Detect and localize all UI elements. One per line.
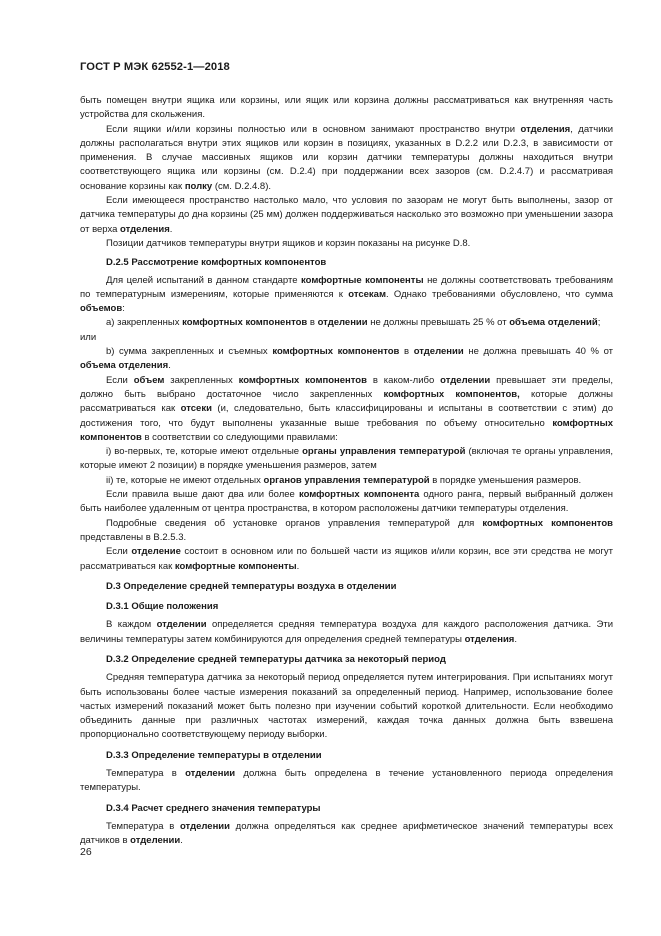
text-run: , датчики должны располагаться внутри этих ящиков или корзин в позициях, указанных в D.2.2 или D.2.3, в зависимости от применения. В случае массивных ящиков или корзин датчики температуры должны находиться внутри соответствующего ящика или корзины (см. D.2.4) при поддержании всех зазоров (см. D.2.4.7) и рассматривая основание корзины как [80, 123, 613, 192]
term-bold: комфортных компонентов [80, 417, 613, 443]
text-run: Позиции датчиков температуры внутри ящиков и корзин показаны на рисунке D.8. [106, 237, 471, 249]
text-run: D.3.3 Определение температуры в отделении [106, 749, 322, 761]
text-run: в [399, 346, 414, 358]
text-run: которые должны рассматриваться как [80, 388, 613, 415]
text-run: не должна превышать 40 % от [463, 346, 614, 358]
text-run: Средняя температура датчика за некоторый период определяется путем интегрирования. При испытаниях могут быть использованы более частые измерения показаний за определенный период. Например, использование более частых измерений показаний может быть полезно при изучении событий короткой длительности. Если необходимо объединить данные при различных частотах измерений, каждая точка данных должна быть взвешена пропорционально соответствующему периоду выборки. [80, 672, 613, 741]
text-run: не должны соответствовать требованиям по температурным измерениям, которые применяются к [80, 274, 613, 300]
paragraph [80, 474, 613, 488]
term-bold: полку [184, 180, 213, 192]
text-run: . [514, 633, 517, 645]
term-bold: органы управления температурой [302, 446, 466, 458]
text-run: Подробные сведения об установке органов управления температурой для [106, 517, 483, 529]
text-run: в порядке уменьшения размеров. [429, 474, 582, 486]
text-run: одного ранга, первый выбранный должен быть наиболее удаленным от центра пространства, в котором расположены датчики температуры отделения. [80, 489, 613, 515]
term-bold: комфортные компоненты [301, 274, 424, 286]
term-bold: комфортных компонента [298, 489, 420, 501]
term-bold: комфортных компонентов, [383, 388, 520, 400]
paragraph [80, 820, 613, 849]
term-bold: отделения [520, 123, 571, 135]
term-bold: комфортные компоненты [174, 560, 297, 572]
text-run: Если правила выше дают два или более [106, 489, 299, 501]
text-run: . Однако требованиями обусловлено, что сумма [385, 288, 613, 300]
text-run: b) сумма закрепленных и съемных [106, 346, 273, 358]
paragraph [80, 374, 613, 445]
section-heading [80, 256, 613, 270]
term-bold: отделении [156, 619, 207, 631]
text-run: состоит в основном или по большей части из ящиков и/или корзин, все эти средства не могут рассматриваться как [80, 546, 613, 572]
text-run: превышает эти пределы, должно быть выбрано достаточное число закрепленных [80, 374, 613, 400]
text-run: быть помещен внутри ящика или корзины, или ящик или корзина должны рассматриваться как внутренняя часть устройства для скольжения. [80, 95, 613, 121]
paragraph [80, 123, 613, 194]
text-run: : [122, 303, 125, 315]
text-run: i) во-первых, те, которые имеют отдельные [106, 446, 303, 458]
term-bold: объема отделения [80, 360, 169, 372]
paragraph [80, 445, 613, 474]
text-run: определяется средняя температура воздуха для каждого расположения датчика. Эти величины температуры затем комбинируются для определения средней температуры [80, 619, 614, 645]
term-bold: отделения [120, 223, 170, 235]
text-run: D.3 Определение средней температуры воздуха в отделении [106, 580, 397, 592]
text-run: представлены в В.2.5.3. [80, 531, 187, 543]
paragraph [80, 331, 613, 345]
text-run: D.3.1 Общие положения [106, 601, 219, 613]
text-run: Для целей испытаний в данном стандарте [106, 274, 302, 286]
term-bold: отделении [130, 835, 181, 847]
section-heading [80, 600, 613, 614]
term-bold: комфортных компонентов [272, 346, 400, 358]
text-run: в [307, 317, 318, 329]
text-run: ii) те, которые не имеют отдельных [106, 474, 264, 486]
text-run: (включая те органы управления, которые имеют 2 позиции) в порядке уменьшения размеров, затем [80, 446, 613, 472]
text-run: . [296, 560, 300, 572]
text-run: В каждом [106, 619, 157, 631]
text-run: . [169, 223, 173, 235]
text-run: должна быть определена в течение установленного периода определения температуры. [80, 768, 613, 794]
paragraph [80, 618, 613, 647]
section-heading [80, 653, 613, 667]
text-run: (см. D.2.4.8). [212, 180, 271, 192]
text-run: в соответствии со следующими правилами: [141, 431, 338, 443]
section-heading [80, 580, 613, 594]
text-run: а) закрепленных [106, 317, 183, 329]
text-run: должна определяться как среднее арифметическое значений температуры всех датчиков в [80, 820, 613, 847]
paragraph [80, 237, 613, 251]
section-heading [80, 802, 613, 816]
text-run: в каком-либо [366, 374, 441, 386]
text-run: D.2.5 Рассмотрение комфортных компонентов [106, 257, 327, 269]
text-run: ; [597, 317, 601, 329]
text-run: Если ящики и/или корзины полностью или в основном занимают пространство внутри [106, 123, 521, 135]
term-bold: отделения [464, 633, 515, 645]
text-run: D.3.2 Определение средней температуры датчика за некоторый период [106, 653, 446, 665]
term-bold: комфортных компонентов [182, 317, 308, 329]
term-bold: объем [133, 374, 165, 386]
term-bold: отделении [413, 346, 464, 358]
document-body [80, 94, 613, 849]
paragraph [80, 345, 613, 374]
paragraph [80, 94, 613, 123]
term-bold: отсекам [348, 288, 386, 300]
term-bold: отсеки [180, 403, 212, 415]
text-run: закрепленных [164, 374, 239, 386]
text-run: Если [106, 374, 134, 386]
text-run: Если [106, 546, 132, 558]
paragraph [80, 316, 613, 330]
paragraph [80, 488, 613, 517]
text-run: Если имеющееся пространство настолько мало, что условия по зазорам не могут быть выполнены, зазор от датчика температуры до дна корзины (25 мм) должен поддерживаться насколько это возможно при уменьшении зазора от верха [80, 195, 613, 235]
document-header: ГОСТ Р МЭК 62552-1—2018 [80, 61, 230, 73]
term-bold: отделение [131, 546, 181, 558]
text-run: или [80, 331, 97, 343]
text-run: (и, следовательно, быть классифицированы и испытаны в соответствии с этим) до достижения того, что будут выполнены указанные выше требования по объему относительно [80, 403, 613, 429]
section-heading [80, 749, 613, 763]
text-run: не должны превышать 25 % от [367, 317, 510, 329]
term-bold: органов управления температурой [263, 474, 430, 486]
term-bold: отделении [317, 317, 368, 329]
text-run: Температура в [106, 768, 186, 780]
paragraph [80, 194, 613, 237]
term-bold: комфортных компонентов [238, 374, 367, 386]
text-run: Температура в [106, 820, 180, 832]
paragraph [80, 671, 613, 742]
text-run: . [168, 360, 171, 372]
term-bold: отделении [179, 820, 230, 832]
page-number: 26 [80, 846, 92, 858]
term-bold: отделении [185, 768, 236, 780]
paragraph [80, 517, 613, 546]
term-bold: объемов [80, 303, 123, 315]
term-bold: комфортных компонентов [482, 517, 613, 529]
term-bold: объема отделений [509, 317, 598, 329]
paragraph [80, 274, 613, 317]
paragraph [80, 767, 613, 796]
paragraph [80, 545, 613, 574]
term-bold: отделении [440, 374, 491, 386]
text-run: D.3.4 Расчет среднего значения температуры [106, 802, 321, 814]
text-run: . [180, 835, 183, 847]
